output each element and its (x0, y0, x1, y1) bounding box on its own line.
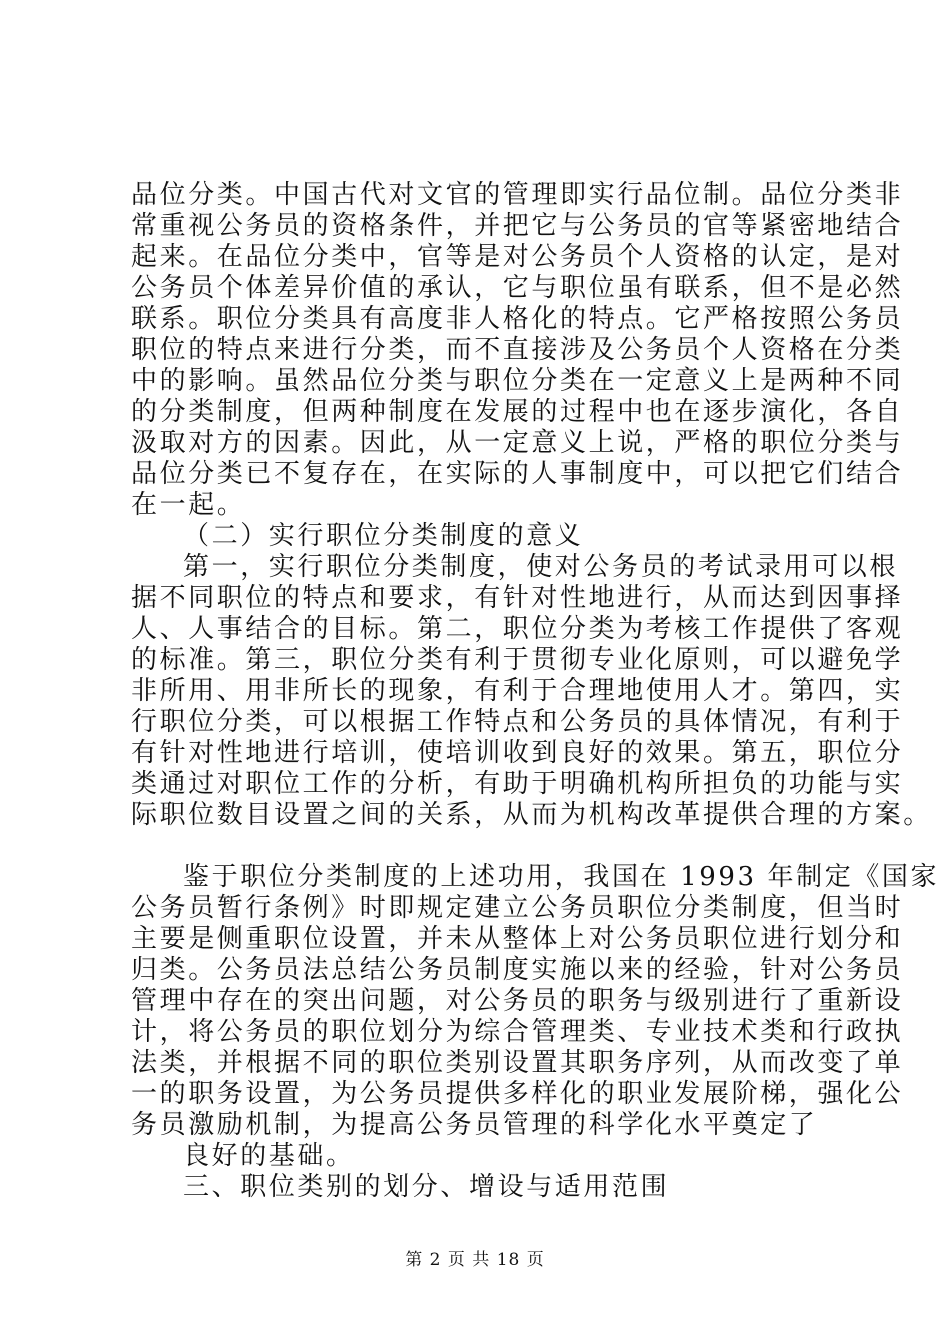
text-line: 常重视公务员的资格条件，并把它与公务员的官等紧密地结合 (131, 211, 904, 241)
text-line: 际职位数目设置之间的关系，从而为机构改革提供合理的方案。 (131, 800, 932, 830)
text-line: 类通过对职位工作的分析，有助于明确机构所担负的功能与实 (131, 769, 904, 799)
text-line: 联系。职位分类具有高度非人格化的特点。它严格按照公务员 (131, 304, 904, 334)
text-line: 公务员个体差异价值的承认，它与职位虽有联系，但不是必然 (131, 273, 904, 303)
section-heading: （二）实行职位分类制度的意义 (183, 521, 584, 551)
section-heading: 三、职位类别的划分、增设与适用范围 (183, 1172, 670, 1202)
text-line: 一的职务设置，为公务员提供多样化的职业发展阶梯，强化公 (131, 1079, 904, 1109)
text-line: 有针对性地进行培训，使培训收到良好的效果。第五，职位分 (131, 738, 904, 768)
text-line: 法类，并根据不同的职位类别设置其职务序列，从而改变了单 (131, 1048, 904, 1078)
text-line: 汲取对方的因素。因此，从一定意义上说，严格的职位分类与 (131, 428, 904, 458)
text-line: 职位的特点来进行分类，而不直接涉及公务员个人资格在分类 (131, 335, 904, 365)
text-line: 起来。在品位分类中，官等是对公务员个人资格的认定，是对 (131, 242, 904, 272)
text-line: 人、人事结合的目标。第二，职位分类为考核工作提供了客观 (131, 614, 904, 644)
paragraph-civil-servant-law (131, 862, 940, 1203)
paragraph-significance (131, 552, 932, 831)
page-number: 第 2 页 共 18 页 (405, 1250, 545, 1270)
text-line: 良好的基础。 (183, 1141, 355, 1171)
text-line: 据不同职位的特点和要求，有针对性地进行，从而达到因事择 (131, 583, 904, 613)
text-line: 品位分类已不复存在，在实际的人事制度中，可以把它们结合 (131, 459, 904, 489)
text-line: 务员激励机制，为提高公务员管理的科学化水平奠定了 (131, 1110, 818, 1140)
text-line: 的标准。第三，职位分类有利于贯彻专业化原则，可以避免学 (131, 645, 904, 675)
text-line: 第一，实行职位分类制度，使对公务员的考试录用可以根 (183, 552, 899, 582)
text-line: 中的影响。虽然品位分类与职位分类在一定意义上是两种不同 (131, 366, 904, 396)
text-line: 归类。公务员法总结公务员制度实施以来的经验，针对公务员 (131, 955, 904, 985)
text-line: 公务员暂行条例》时即规定建立公务员职位分类制度，但当时 (131, 893, 904, 923)
text-line: 的分类制度，但两种制度在发展的过程中也在逐步演化，各自 (131, 397, 904, 427)
paragraph-grading-classification (131, 180, 904, 552)
text-line: 鉴于职位分类制度的上述功用，我国在 1993 年制定《国家 (183, 862, 940, 892)
text-line: 行职位分类，可以根据工作特点和公务员的具体情况，有利于 (131, 707, 904, 737)
text-line: 管理中存在的突出问题，对公务员的职务与级别进行了重新设 (131, 986, 904, 1016)
text-line: 在一起。 (131, 490, 246, 520)
text-line: 主要是侧重职位设置，并未从整体上对公务员职位进行划分和 (131, 924, 904, 954)
text-line: 非所用、用非所长的现象，有利于合理地使用人才。第四，实 (131, 676, 904, 706)
text-line: 计，将公务员的职位划分为综合管理类、专业技术类和行政执 (131, 1017, 904, 1047)
text-line: 品位分类。中国古代对文官的管理即实行品位制。品位分类非 (131, 180, 904, 210)
